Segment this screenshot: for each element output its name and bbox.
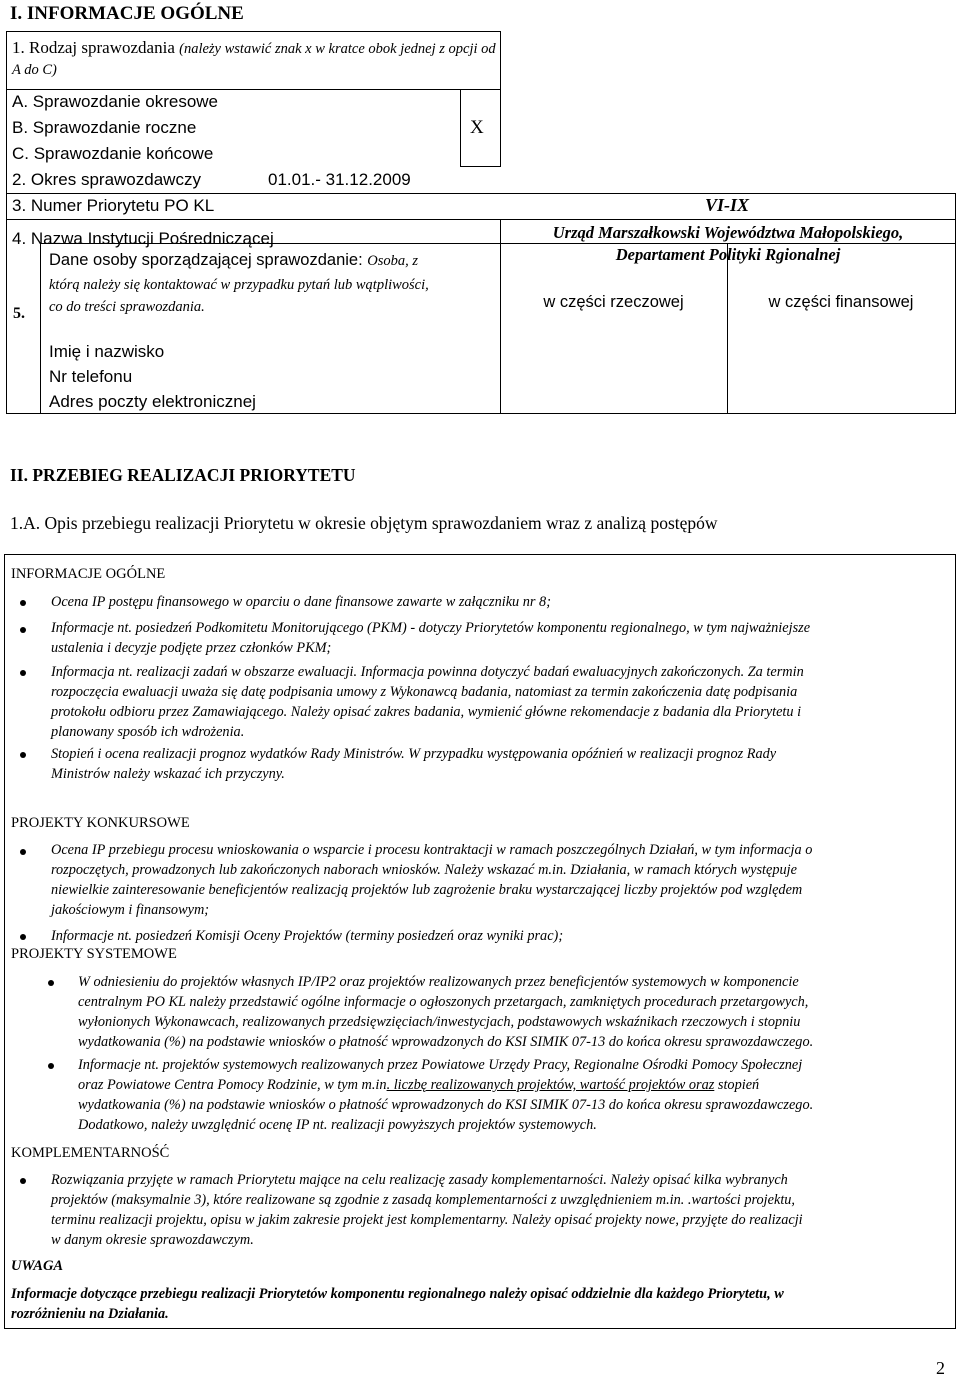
contact-person-intro [49, 247, 499, 318]
text-line: centralnym PO KL należy przedstawić ogólne informacje o ogłoszonych przetargach, zamkniętych procedurach przetargowych, [78, 994, 809, 1010]
table-line [6, 31, 7, 194]
bullet-text [51, 592, 945, 612]
text-line: Informacje nt. projektów systemowych realizowanych przez Powiatowe Urzędy Pracy, Regionalne Ośrodki Pomocy Społecznej [78, 1057, 803, 1073]
row-five-number: 5. [13, 305, 25, 322]
text-line: Stopień i ocena realizacji prognoz wydatków Rady Ministrów. W przypadku występowania opóźnień w realizacji prognoz Rady [51, 746, 777, 762]
table-line [460, 89, 461, 166]
text-line: wydatkowania (%) na podstawie wniosków o płatność wprowadzonych do KSI SIMIK 07-13 do końca okresu sprawozdawczego. [78, 1097, 814, 1113]
period-value: 01.01.- 31.12.2009 [268, 170, 411, 189]
table-line [6, 31, 501, 32]
subsection-heading: KOMPLEMENTARNOŚĆ [11, 1145, 170, 1161]
column-finansowa: w części finansowej [768, 293, 914, 311]
text-line: Informacje dotyczące przebiegu realizacji Priorytetów komponentu regionalnego należy opisać oddzielnie dla każdego Priorytetu, w [11, 1286, 784, 1302]
section-title: I. INFORMACJE OGÓLNE [10, 3, 244, 24]
table-line [6, 193, 956, 194]
text-line: planowany sposób ich wdrożenia. [51, 724, 245, 740]
option-a: A. Sprawozdanie okresowe [12, 92, 219, 111]
field-email-label: Adres poczty elektronicznej [49, 392, 256, 411]
contact-intro-italic: Osoba, z [367, 253, 419, 269]
text-line: niewielkie zainteresowanie beneficjentów realizacją projektów lub zagrożenie braku wystarczającej liczby projektów pod względem [51, 882, 803, 898]
text-line: wyłonionych Wykonawcach, realizowanych przedsięwzięciach/inwestycjach, podstawowych wskaźnikach rzeczowych i stopniu [78, 1014, 801, 1030]
text-line: rozpoczętych, prowadzonych lub zakończonych naborach wniosków. Należy wskazać m.in. Działania, w ramach których występuje [51, 862, 797, 878]
bullet-text [51, 1170, 945, 1250]
text-line: W odniesieniu do projektów własnych IP/IP2 oraz projektów realizowanych przez beneficjentów systemowych w komponencie [78, 974, 799, 990]
field-name-label: Imię i nazwisko [49, 342, 165, 361]
report-type-main: 1. Rodzaj sprawozdania [12, 38, 180, 57]
bullet-icon [20, 600, 26, 606]
text-line: Ocena IP postępu finansowego w oparciu o dane finansowe zawarte w załączniku nr 8; [51, 594, 551, 610]
text-line: rozróżnieniu na Działania. [11, 1306, 169, 1322]
table-line [500, 31, 501, 90]
text-line [78, 1075, 944, 1095]
text-line: projektów (maksymalnie 3), które realizowane są zgodnie z zasadą komplementarności z uwzględnieniem m.in. .wartości projektu, [51, 1192, 796, 1208]
table-line [460, 166, 501, 167]
text-line: terminu realizacji projektu, opisu w jakim zakresie projekt jest komplementarny. Należy opisać projekty nowe, przyjęte do realizacji [51, 1212, 803, 1228]
table-line [40, 243, 41, 414]
bullet-icon [20, 670, 26, 676]
table-line [6, 89, 501, 90]
contact-intro-line: co do treści sprawozdania. [49, 299, 205, 315]
bullet-icon [20, 849, 26, 855]
contact-intro-text: Dane osoby sporządzającej sprawozdanie: [49, 251, 368, 269]
text-line: Ministrów należy wskazać ich przyczyny. [51, 766, 285, 782]
table-line [500, 89, 501, 166]
report-type-label [12, 38, 497, 80]
bullet-icon [48, 1063, 54, 1069]
period-label: 2. Okres sprawozdawczy [12, 170, 201, 189]
note-heading: UWAGA [11, 1258, 64, 1274]
text-line: rozpoczęcia ewaluacji uważa się datę podpisania umowy z Wykonawcą badania, natomiast za termin zakończenia datę podpisania [51, 684, 798, 700]
table-line [727, 243, 728, 414]
underlined-segment: . liczbę realizowanych projektów, wartość projektów oraz [386, 1077, 715, 1093]
option-b: B. Sprawozdanie roczne [12, 118, 197, 137]
bullet-icon [48, 980, 54, 986]
subsection-heading: INFORMACJE OGÓLNE [11, 566, 166, 582]
text-line: Dodatkowo, należy uwzględnić ocenę IP nt. realizacji powyższych projektów systemowych. [78, 1117, 597, 1133]
text-line: protokołu odbioru przez Zamawiającego. Należy opisać zakres badania, wymienić główne rekomendacje z badania dla Priorytetu i [51, 704, 802, 720]
bullet-text [51, 840, 945, 920]
bullet-text [78, 972, 944, 1052]
text-line: Rozwiązania przyjęte w ramach Priorytetu mające na celu realizację zasady komplementarności. Należy opisać kilka wybranych [51, 1172, 788, 1188]
page-number: 2 [936, 1358, 945, 1378]
text-line: Informacja nt. realizacji zadań w obszarze ewaluacji. Informacja powinna dotyczyć badań ewaluacyjnych zakończonych. Za termin [51, 664, 804, 680]
field-phone-label: Nr telefonu [49, 367, 133, 386]
contact-intro-line: którą należy się kontaktować w przypadku pytań lub wątpliwości, [49, 277, 429, 293]
text-line: wydatkowania (%) na podstawie wniosków o płatność wprowadzonych do KSI SIMIK 07-13 do końca okresu sprawozdawczego. [78, 1034, 814, 1050]
subsection-heading: PROJEKTY SYSTEMOWE [11, 946, 177, 962]
text-segment: oraz Powiatowe Centra Pomocy Rodzinie, w tym m.in [78, 1077, 387, 1093]
institution-value [500, 222, 956, 266]
column-rzeczowa: w części rzeczowej [543, 293, 684, 311]
institution-label: 4. Nazwa Instytucji Pośredniczącej [12, 229, 274, 248]
bullet-text [51, 662, 945, 742]
option-c: C. Sprawozdanie końcowe [12, 144, 214, 163]
text-line: Informacje nt. posiedzeń Komisji Oceny Projektów (terminy posiedzeń oraz wyniki prac); [51, 928, 564, 944]
text-line: Informacje nt. posiedzeń Podkomitetu Monitorującego (PKM) - dotyczy Priorytetów komponentu regionalnego, w tym najważniejsze [51, 620, 811, 636]
table-line [6, 193, 7, 414]
report-type-note: (należy wstawić znak x w kratce obok jednej z opcji od A do C) [12, 41, 496, 78]
institution-value-line: Departament Polityki Rgionalnej [615, 245, 841, 264]
note-text [11, 1284, 945, 1324]
text-segment: stopień [714, 1077, 760, 1093]
bullet-icon [20, 627, 26, 633]
subsection-heading: PROJEKTY KONKURSOWE [11, 815, 190, 831]
priority-number-label: 3. Numer Priorytetu PO KL [12, 196, 215, 215]
bullet-icon [20, 1178, 26, 1184]
priority-number-value: VI-IX [705, 195, 750, 215]
institution-value-line: Urząd Marszałkowski Województwa Małopolskiego, [552, 223, 904, 242]
section-subtitle: 1.A. Opis przebiegu realizacji Priorytetu w okresie objętym sprawozdaniem wraz z analizą postępów [10, 513, 718, 533]
text-line: jakościowym i finansowym; [51, 902, 210, 918]
table-line [6, 413, 956, 414]
bullet-text [51, 618, 945, 658]
table-line [6, 219, 956, 220]
option-b-mark[interactable]: X [470, 117, 484, 138]
section-title: II. PRZEBIEG REALIZACJI PRIORYTETU [10, 465, 356, 485]
text-line: Ocena IP przebiegu procesu wnioskowania o wsparcie i procesu kontraktacji w ramach poszczególnych Działań, w tym informacja o [51, 842, 813, 858]
bullet-text [78, 1055, 944, 1135]
bullet-text [51, 926, 945, 946]
bullet-text [51, 744, 945, 784]
bullet-icon [20, 934, 26, 940]
text-line: ustalenia i decyzje podjęte przez członków PKM; [51, 640, 332, 656]
text-line: w danym okresie sprawozdawczym. [51, 1232, 254, 1248]
bullet-icon [20, 752, 26, 758]
